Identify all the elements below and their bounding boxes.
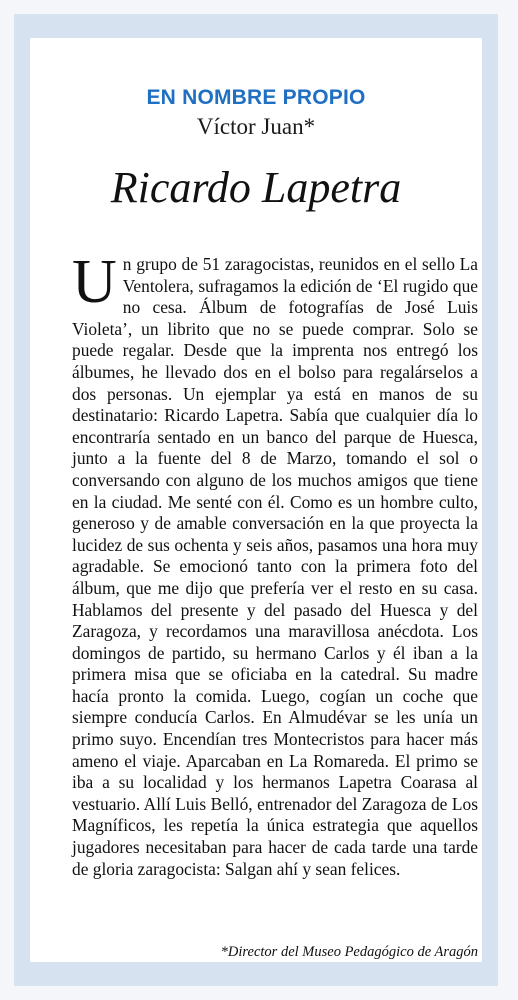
article-body — [72, 248, 478, 880]
article-text: n grupo de 51 zaragocistas, reunidos en el sello La Ventolera, sufragamos la edición de ‘El rugido que no cesa. Álbum de fotografías de José Luis Violeta’, un librito que no se puede comprar. Solo se puede regalar. Desde que la imprenta nos entregó los álbumes, he llevado dos en el bolso para regalárselos a dos personas. Un ejemplar ya está en manos de su destinatario: Ricardo Lapetra. Sabía que cualquier día lo encontraría sentado en un banco del parque de Huesca, junto a la fuente del 8 de Marzo, tomando el sol o conversando con alguno de los muchos amigos que tiene en la ciudad. Me senté con él. Como es un hombre culto, generoso y de amable conversación en la que proyecta la lucidez de sus ochenta y seis años, pasamos una hora muy agradable. Se emocionó tanto con la primera foto del álbum, que me dijo que prefería ver el resto en su casa. Hablamos del presente y del pasado del Huesca y del Zaragoza, y recordamos una maravillosa anécdota. Los domingos de partido, su hermano Carlos y él iban a la primera misa que se oficiaba en la catedral. Su madre hacía pronto la comida. Luego, cogían un coche que siempre conducía Carlos. En Almudévar se les unía un primo suyo. Encendían tres Montecristos para hacer más ameno el viaje. Aparcaban en La Romareda. El primo se iba a su localidad y los hermanos Lapetra Coarasa al vestuario. Allí Luis Belló, entrenador del Zaragoza de Los Magníficos, les repetía la única estrategia que aquellos jugadores necesitaban para hacer de cada tarde una tarde de gloria zaragocista: Salgan ahí y sean felices. — [72, 254, 478, 879]
author-name: Víctor Juan* — [196, 114, 316, 139]
author-note: *Director del Museo Pedagógico de Aragón — [220, 944, 478, 960]
headline: Ricardo Lapetra — [110, 163, 402, 212]
column-card — [30, 38, 482, 962]
drop-cap: U — [72, 248, 117, 316]
section-label: EN NOMBRE PROPIO — [146, 86, 366, 109]
page-frame — [14, 14, 498, 986]
